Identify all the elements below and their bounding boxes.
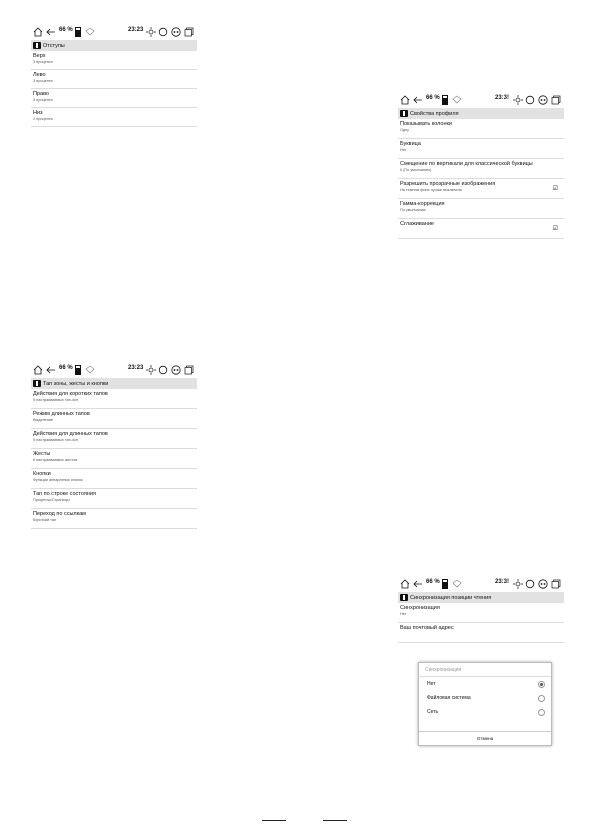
clock: 23:3! <box>495 579 510 585</box>
reader-mode-icon[interactable] <box>538 579 548 589</box>
item-label: Смещение по вертикали для классической буквицы <box>400 161 533 167</box>
clock: 23:3! <box>495 95 510 101</box>
list-item[interactable] <box>31 409 197 429</box>
item-label: Жесты <box>33 451 51 457</box>
list-item[interactable] <box>398 139 564 159</box>
battery-icon <box>442 94 448 105</box>
back-arrow-icon[interactable] <box>413 579 423 589</box>
item-value: 9 настраиваемых тап-зон <box>33 438 78 442</box>
frontlight-icon[interactable] <box>513 95 523 105</box>
list-item[interactable] <box>31 469 197 489</box>
book-icon <box>33 42 41 49</box>
item-value: 3 процента <box>33 98 53 102</box>
item-value: 6 настраиваемых жестов <box>33 458 78 462</box>
sync-icon[interactable] <box>158 27 168 37</box>
page-mark-left <box>262 820 286 821</box>
list-item[interactable] <box>398 199 564 219</box>
item-label: Синхронизация <box>400 605 440 611</box>
status-bar <box>31 24 197 40</box>
cancel-button[interactable]: Отмена <box>419 731 551 745</box>
page-title: Отступы <box>43 42 65 49</box>
item-value: 3 процента <box>33 79 53 83</box>
dialog-options <box>419 677 551 719</box>
item-value: Проценты/Страницы <box>33 498 70 502</box>
tasks-icon[interactable] <box>551 579 561 589</box>
list-item[interactable] <box>31 429 197 449</box>
back-arrow-icon[interactable] <box>46 365 56 375</box>
home-icon[interactable] <box>400 579 410 589</box>
back-arrow-icon[interactable] <box>46 27 56 37</box>
page-title: Тап зоны, жесты и кнопки <box>43 380 109 387</box>
radio-button[interactable] <box>538 681 545 688</box>
page-title: Синхронизация позиции чтения <box>410 594 492 601</box>
list-item[interactable] <box>31 489 197 509</box>
page-header <box>31 378 197 389</box>
item-label: Действия для коротких тапов <box>33 391 108 397</box>
list-item[interactable] <box>398 179 564 199</box>
wifi-icon <box>452 579 462 588</box>
page-mark-right <box>323 820 347 821</box>
list-item[interactable] <box>398 119 564 139</box>
item-value: 3 процента <box>33 60 53 64</box>
item-value: По умолчанию <box>400 208 426 212</box>
profile-panel <box>398 92 564 239</box>
clock: 23:23 <box>128 27 144 33</box>
list-item[interactable] <box>31 70 197 89</box>
frontlight-icon[interactable] <box>146 365 156 375</box>
item-label: Действия для длинных тапов <box>33 431 108 437</box>
wifi-icon <box>85 365 95 374</box>
frontlight-icon[interactable] <box>513 579 523 589</box>
settings-list <box>398 119 564 239</box>
battery-icon <box>75 364 81 375</box>
dialog-option[interactable] <box>419 677 551 691</box>
item-label: Лево <box>33 72 46 78</box>
item-value: На темном фоне лучше выключить <box>400 188 463 192</box>
sync-icon[interactable] <box>158 365 168 375</box>
item-value: Нет <box>400 148 407 152</box>
checkbox-checked-icon[interactable]: ☑ <box>552 186 558 192</box>
list-item[interactable] <box>398 159 564 179</box>
item-label: Ваш почтовый адрес <box>400 625 454 631</box>
home-icon[interactable] <box>33 365 43 375</box>
sync-dialog <box>418 662 552 746</box>
home-icon[interactable] <box>33 27 43 37</box>
item-value: Функции аппаратных кнопок <box>33 478 83 482</box>
option-label: Нет <box>427 681 436 687</box>
tasks-icon[interactable] <box>551 95 561 105</box>
battery-percent: 66 % <box>426 95 440 101</box>
list-item[interactable] <box>398 219 564 239</box>
item-value: Короткий тап <box>33 518 57 522</box>
list-item[interactable] <box>31 509 197 529</box>
radio-button[interactable] <box>538 709 545 716</box>
item-label: Верх <box>33 53 46 59</box>
clock: 23:23 <box>128 365 144 371</box>
page-header <box>398 592 564 603</box>
list-item[interactable] <box>398 603 564 623</box>
item-value: 0 (По умолчанию) <box>400 168 432 172</box>
sync-panel <box>398 576 564 643</box>
wifi-icon <box>452 95 462 104</box>
item-label: Кнопки <box>33 471 51 477</box>
list-item[interactable] <box>31 449 197 469</box>
status-bar <box>398 576 564 592</box>
status-bar <box>398 92 564 108</box>
option-label: Файловая система <box>427 695 471 701</box>
book-icon <box>400 594 408 601</box>
item-value: Выделение <box>33 418 54 422</box>
sync-icon[interactable] <box>525 579 535 589</box>
tasks-icon[interactable] <box>184 365 194 375</box>
settings-list <box>31 51 197 127</box>
item-label: Низ <box>33 110 43 116</box>
battery-percent: 66 % <box>59 27 73 33</box>
page-header <box>31 40 197 51</box>
dialog-option[interactable] <box>419 705 551 719</box>
page-title: Свойства профиля <box>410 110 459 117</box>
battery-percent: 66 % <box>59 365 73 371</box>
item-value: 9 настраиваемых тап-зон <box>33 398 78 402</box>
item-label: Режим длинных тапов <box>33 411 90 417</box>
item-value: Одну <box>400 128 410 132</box>
dialog-option[interactable] <box>419 691 551 705</box>
reader-mode-icon[interactable] <box>171 27 181 37</box>
list-item[interactable] <box>31 389 197 409</box>
item-label: Разрешить прозрачные изображения <box>400 181 496 187</box>
item-label: Гамма-коррекция <box>400 201 445 207</box>
margins-panel <box>31 24 197 127</box>
sync-icon[interactable] <box>525 95 535 105</box>
back-arrow-icon[interactable] <box>413 95 423 105</box>
settings-list <box>398 603 564 643</box>
option-label: Сеть <box>427 709 439 715</box>
radio-button[interactable] <box>538 695 545 702</box>
reader-mode-icon[interactable] <box>538 95 548 105</box>
status-bar <box>31 362 197 378</box>
tapzones-panel <box>31 362 197 529</box>
list-item[interactable] <box>398 623 564 643</box>
reader-mode-icon[interactable] <box>171 365 181 375</box>
book-icon <box>400 110 408 117</box>
item-label: Право <box>33 91 49 97</box>
frontlight-icon[interactable] <box>146 27 156 37</box>
list-item[interactable] <box>31 89 197 108</box>
battery-icon <box>442 578 448 589</box>
wifi-icon <box>85 27 95 36</box>
battery-icon <box>75 26 81 37</box>
page-header <box>398 108 564 119</box>
item-label: Сглаживание <box>400 221 434 227</box>
item-label: Тап по строке состояния <box>33 491 96 497</box>
settings-list <box>31 389 197 529</box>
item-label: Переход по ссылкам <box>33 511 86 517</box>
list-item[interactable] <box>31 51 197 70</box>
item-value: Нет <box>400 612 407 616</box>
book-icon <box>33 380 41 387</box>
checkbox-checked-icon[interactable]: ☑ <box>552 226 558 232</box>
dialog-title: Синхронизация <box>419 663 551 677</box>
item-label: Буквица <box>400 141 421 147</box>
list-item[interactable] <box>31 108 197 127</box>
item-value: 2 процента <box>33 117 53 121</box>
battery-percent: 66 % <box>426 579 440 585</box>
home-icon[interactable] <box>400 95 410 105</box>
item-label: Показывать колонки <box>400 121 452 127</box>
tasks-icon[interactable] <box>184 27 194 37</box>
